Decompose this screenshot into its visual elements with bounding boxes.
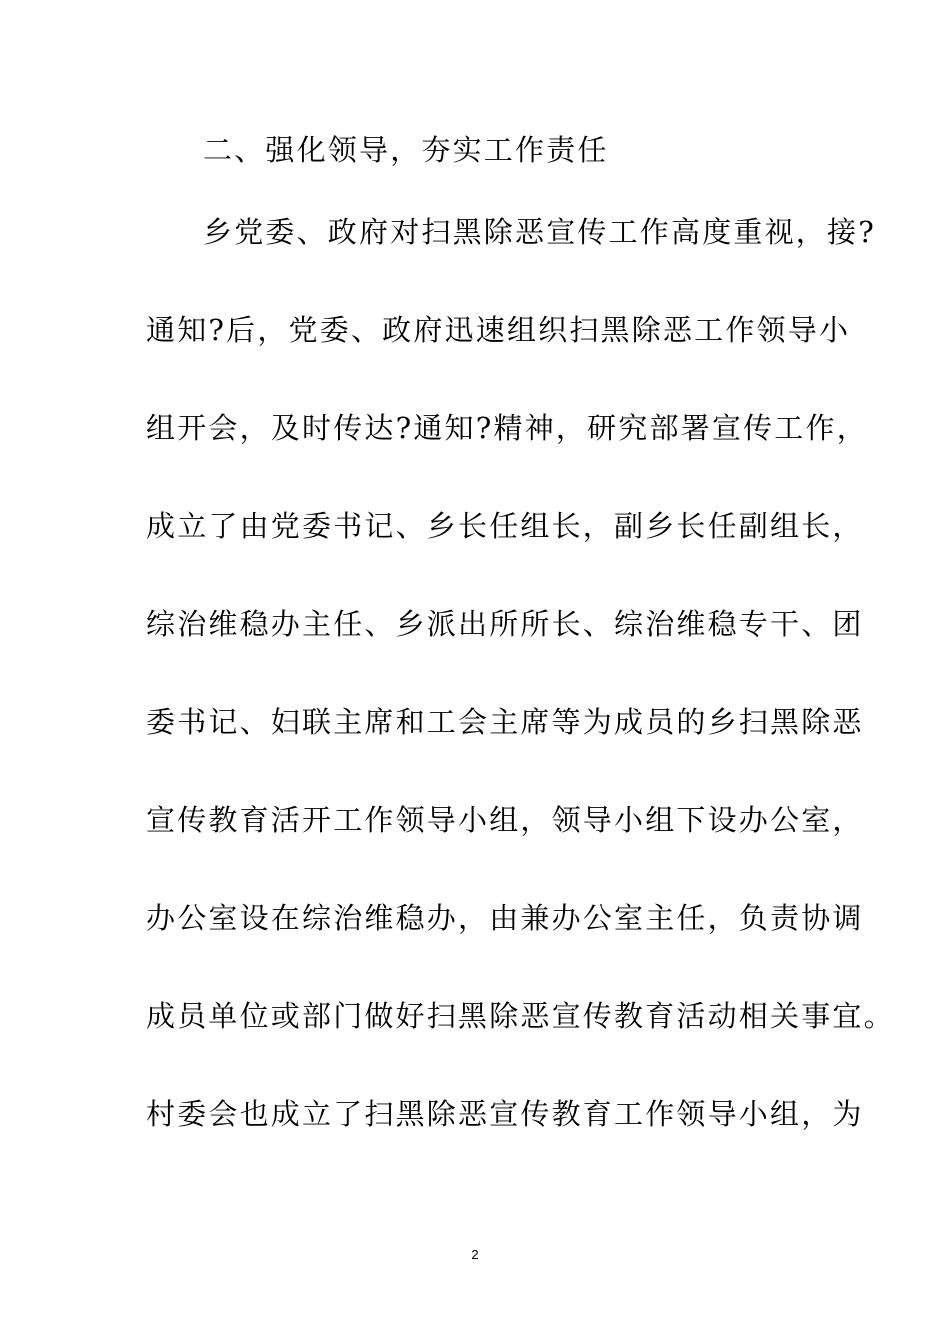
paragraph-line: 成员单位或部门做好扫黑除恶宣传教育活动相关事宜。 <box>146 999 895 1033</box>
paragraph-line: 成立了由党委书记、乡长任组长，副乡长任副组长， <box>146 509 864 543</box>
paragraph-line: 组开会，及时传达?通知?精神，研究部署宣传工作， <box>146 411 868 445</box>
paragraph-line: 村委会也成立了扫黑除恶宣传教育工作领导小组，为 <box>146 1097 864 1131</box>
paragraph-line: 宣传教育活开工作领导小组，领导小组下设办公室， <box>146 803 864 837</box>
paragraph-line: 办公室设在综治维稳办，由兼办公室主任，负责协调 <box>146 901 864 935</box>
paragraph-line: 乡党委、政府对扫黑除恶宣传工作高度重视，接? <box>203 215 876 249</box>
page-number: 2 <box>471 1247 479 1262</box>
paragraph-line: 委书记、妇联主席和工会主席等为成员的乡扫黑除恶 <box>146 705 864 739</box>
paragraph-line: 综治维稳办主任、乡派出所所长、综治维稳专干、团 <box>146 607 864 641</box>
section-heading: 二、强化领导，夯实工作责任 <box>203 133 609 167</box>
paragraph-line: 通知?后，党委、政府迅速组织扫黑除恶工作领导小 <box>146 313 851 347</box>
